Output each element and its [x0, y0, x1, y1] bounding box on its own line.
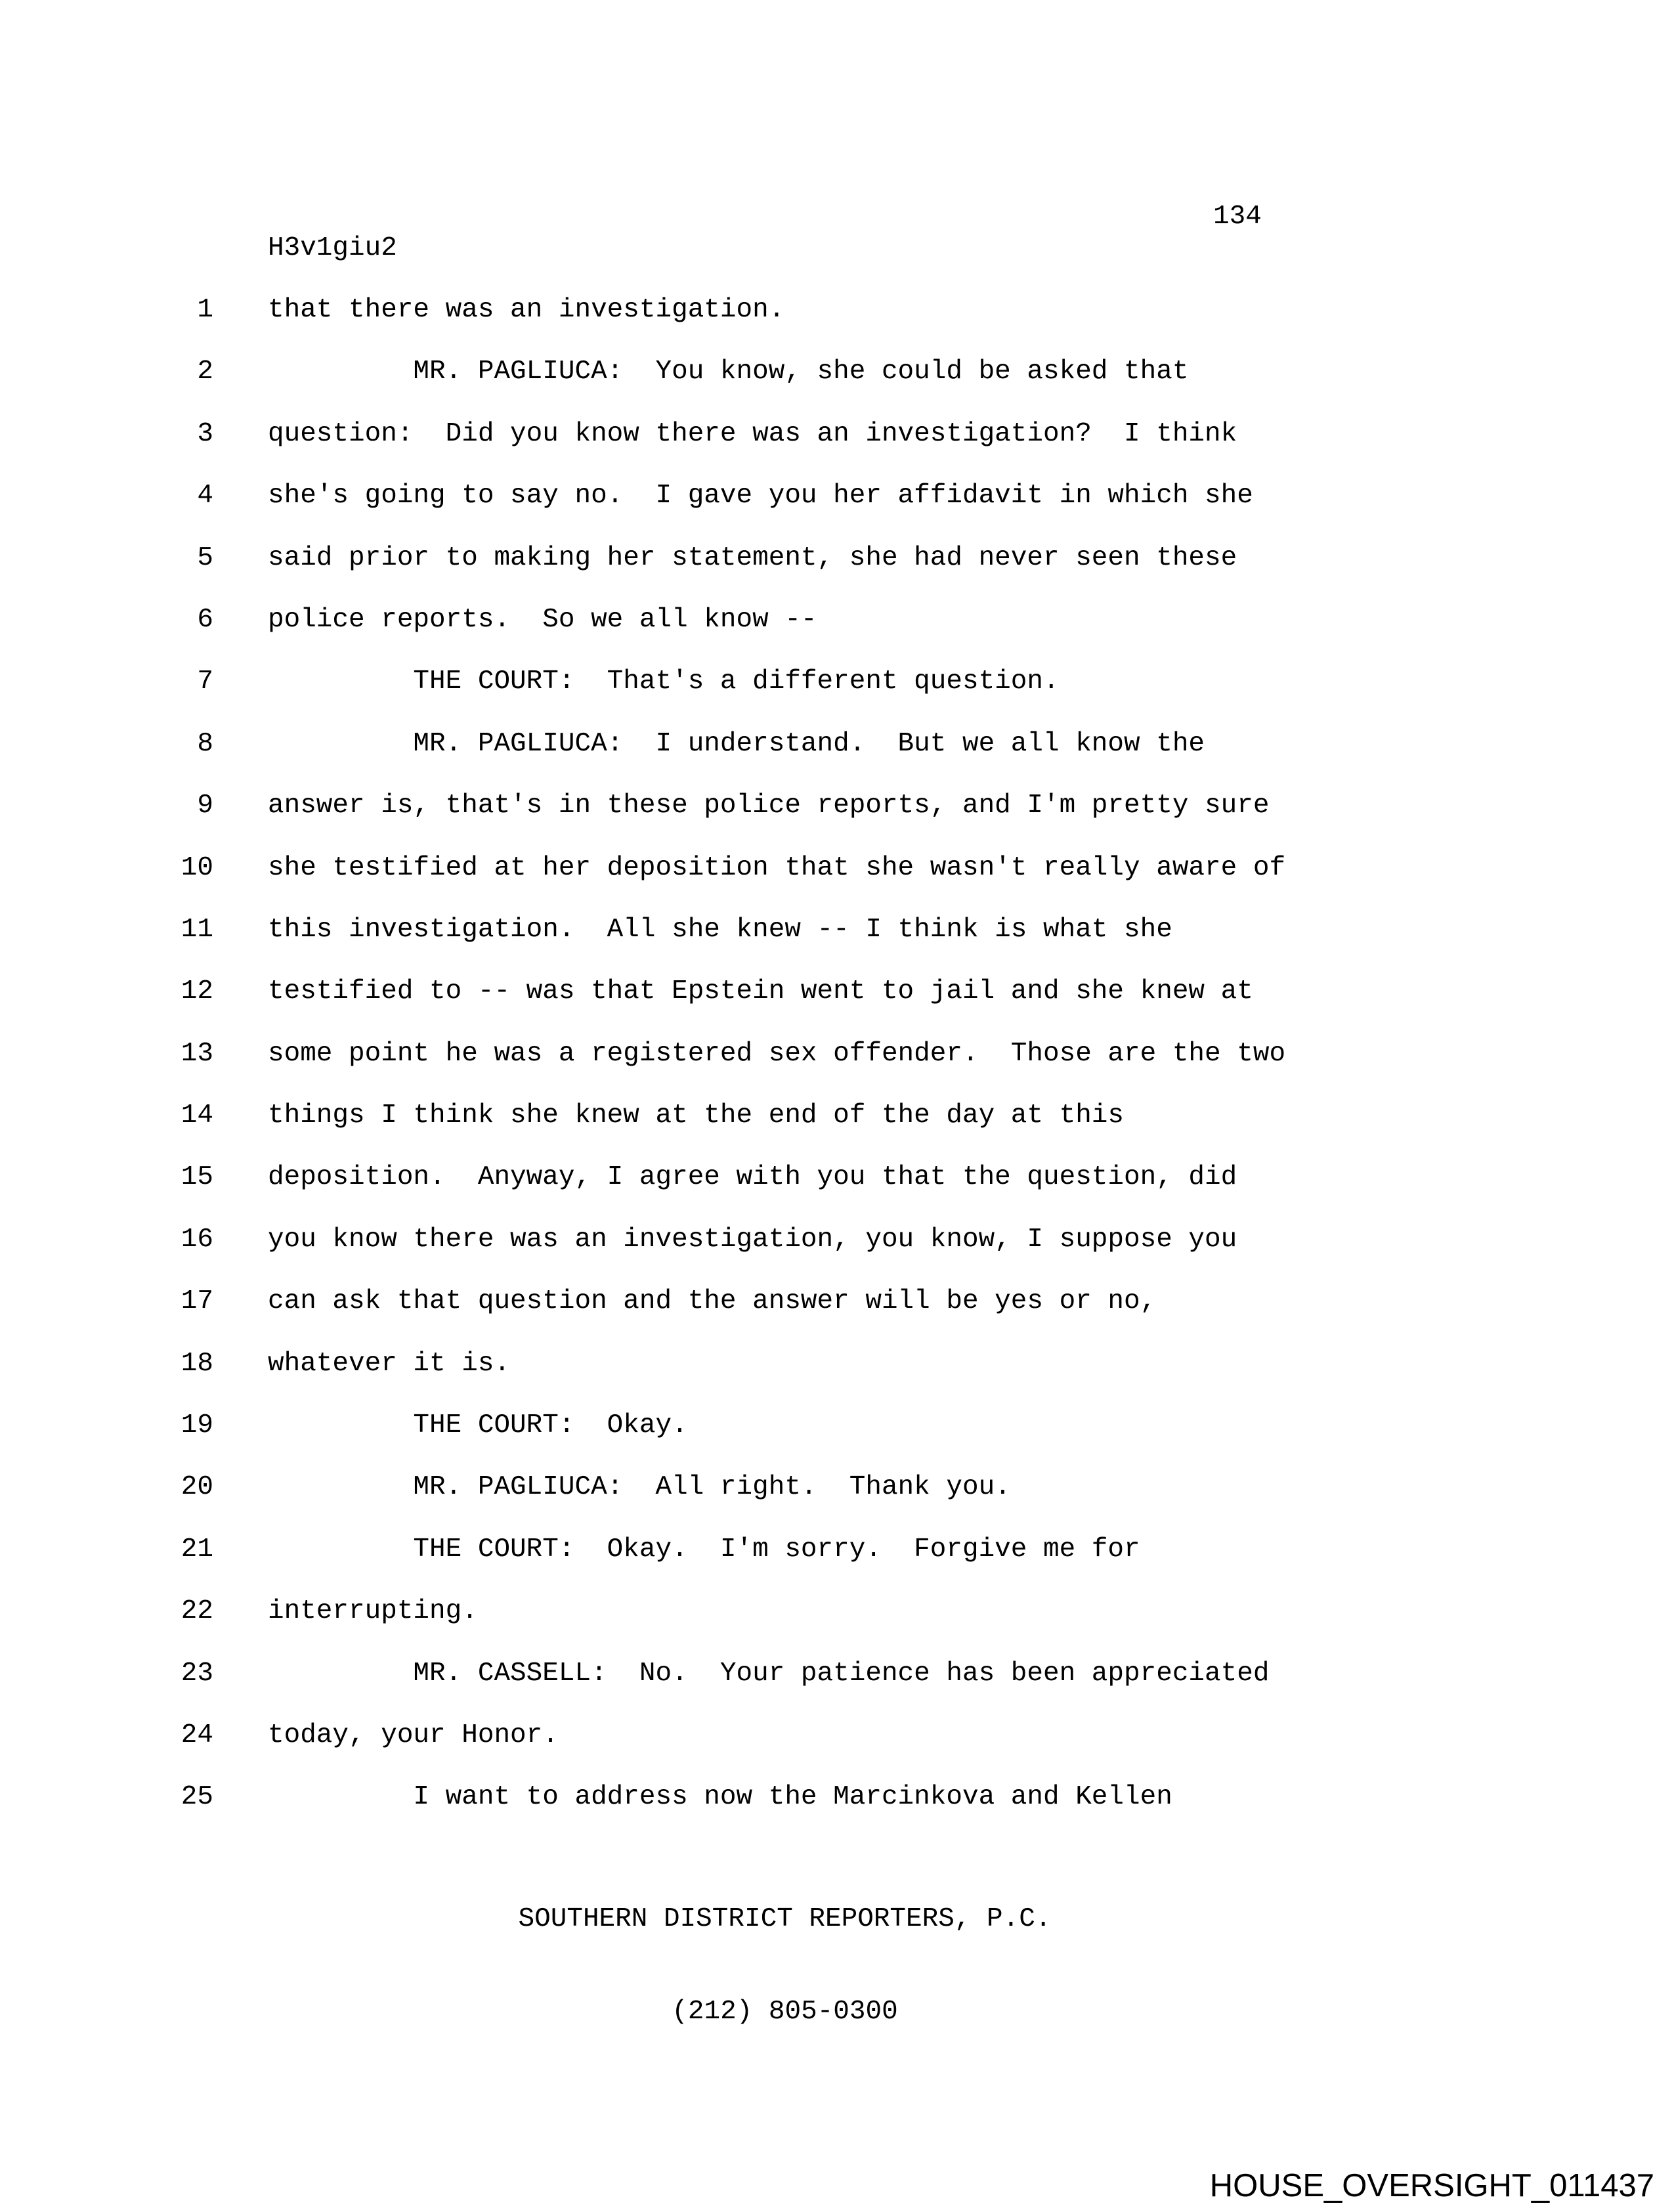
- transcript-line: [171, 279, 1285, 341]
- line-number: 7: [197, 666, 213, 697]
- line-number: 13: [181, 1038, 213, 1069]
- line-text: she's going to say no. I gave you her affidavit in which she: [268, 481, 1253, 511]
- bates-stamp: HOUSE_OVERSIGHT_011437: [1209, 2168, 1654, 2204]
- line-text: today, your Honor.: [268, 1720, 559, 1750]
- line-number: 17: [181, 1286, 213, 1317]
- transcript-line: [171, 961, 1285, 1022]
- transcript-line: [171, 837, 1285, 899]
- line-text: things I think she knew at the end of the day at this: [268, 1100, 1125, 1131]
- line-number: 24: [181, 1720, 213, 1750]
- line-number: 5: [197, 542, 213, 573]
- transcript-line: [171, 1580, 1285, 1642]
- line-text: police reports. So we all know --: [268, 604, 817, 635]
- reporter-phone: (212) 805-0300: [672, 1997, 898, 2027]
- line-text: this investigation. All she knew -- I think is what she: [268, 914, 1172, 945]
- page-number: 134: [1213, 202, 1262, 232]
- transcript-line: [171, 403, 1285, 465]
- reporter-footer: [268, 1842, 1302, 2089]
- line-text: testified to -- was that Epstein went to jail and she knew at: [268, 976, 1253, 1007]
- line-text: can ask that question and the answer will be yes or no,: [268, 1286, 1157, 1317]
- transcript-line: [171, 651, 1285, 712]
- transcript-line: [171, 341, 1285, 402]
- line-number: 16: [181, 1224, 213, 1255]
- line-text: MR. PAGLIUCA: All right. Thank you.: [268, 1472, 1011, 1503]
- transcript-line: [171, 1209, 1285, 1270]
- line-text: I want to address now the Marcinkova and Kellen: [268, 1782, 1172, 1813]
- transcript-line: [171, 713, 1285, 775]
- line-text: THE COURT: Okay.: [268, 1410, 688, 1441]
- line-number: 20: [181, 1472, 213, 1503]
- transcript-line: [171, 899, 1285, 961]
- line-text: MR. CASSELL: No. Your patience has been appreciated: [268, 1658, 1270, 1689]
- transcript-line: [171, 1456, 1285, 1518]
- line-number: 21: [181, 1534, 213, 1565]
- line-text: some point he was a registered sex offender. Those are the two: [268, 1038, 1286, 1069]
- line-text: she testified at her deposition that she wasn't really aware of: [268, 852, 1286, 883]
- line-number: 12: [181, 976, 213, 1007]
- transcript-line: [171, 1146, 1285, 1208]
- transcript-line: [171, 589, 1285, 651]
- line-text: answer is, that's in these police reports, and I'm pretty sure: [268, 791, 1270, 821]
- transcript-line: [171, 527, 1285, 589]
- line-text: question: Did you know there was an investigation? I think: [268, 418, 1237, 449]
- line-number: 2: [197, 357, 213, 387]
- transcript-line: [171, 1395, 1285, 1456]
- line-number: 14: [181, 1100, 213, 1131]
- session-id: H3v1giu2: [268, 233, 397, 263]
- transcript-line: [171, 465, 1285, 527]
- line-number: 9: [197, 791, 213, 821]
- line-text: THE COURT: That's a different question.: [268, 666, 1060, 697]
- line-number: 18: [181, 1348, 213, 1379]
- transcript-line: [171, 775, 1285, 836]
- line-number: 10: [181, 852, 213, 883]
- line-number: 19: [181, 1410, 213, 1441]
- line-number: 25: [181, 1782, 213, 1813]
- line-text: that there was an investigation.: [268, 295, 785, 325]
- transcript-line: [171, 1085, 1285, 1146]
- line-text: MR. PAGLIUCA: You know, she could be asked that: [268, 357, 1189, 387]
- line-text: interrupting.: [268, 1596, 478, 1627]
- line-number: 8: [197, 728, 213, 759]
- line-number: 6: [197, 604, 213, 635]
- transcript-line: [171, 1333, 1285, 1395]
- line-text: THE COURT: Okay. I'm sorry. Forgive me for: [268, 1534, 1140, 1565]
- transcript-line: [171, 1023, 1285, 1085]
- transcript-line: [171, 1766, 1285, 1828]
- line-text: you know there was an investigation, you know, I suppose you: [268, 1224, 1237, 1255]
- line-number: 1: [197, 295, 213, 325]
- line-number: 23: [181, 1658, 213, 1689]
- transcript-line: [171, 1643, 1285, 1704]
- transcript-line: [171, 1270, 1285, 1332]
- transcript-body: [171, 279, 1285, 1829]
- line-number: 22: [181, 1596, 213, 1627]
- reporter-name: SOUTHERN DISTRICT REPORTERS, P.C.: [518, 1904, 1052, 1934]
- transcript-line: [171, 1704, 1285, 1766]
- line-number: 3: [197, 418, 213, 449]
- line-number: 15: [181, 1162, 213, 1193]
- transcript-line: [171, 1519, 1285, 1580]
- line-number: 4: [197, 481, 213, 511]
- line-text: deposition. Anyway, I agree with you that the question, did: [268, 1162, 1237, 1193]
- line-text: whatever it is.: [268, 1348, 511, 1379]
- line-text: said prior to making her statement, she had never seen these: [268, 542, 1237, 573]
- line-text: MR. PAGLIUCA: I understand. But we all know the: [268, 728, 1205, 759]
- line-number: 11: [181, 914, 213, 945]
